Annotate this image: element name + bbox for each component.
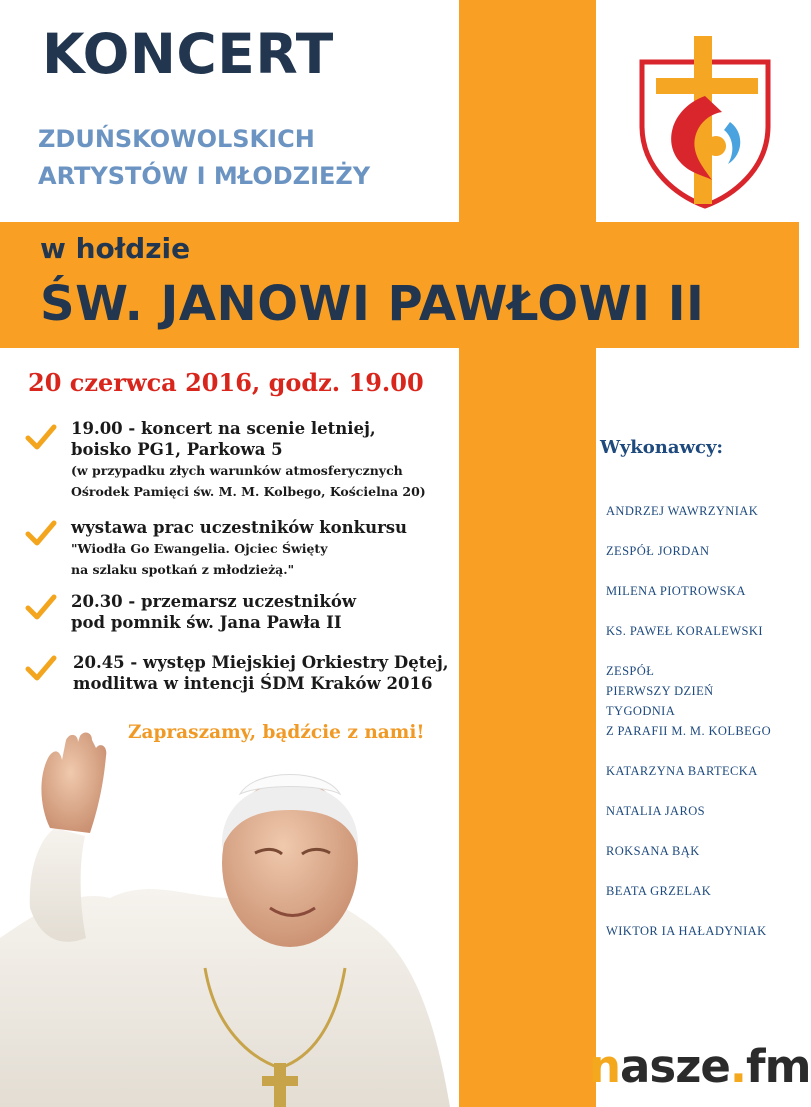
program-line: boisko PG1, Parkowa 5 (71, 440, 283, 459)
program-item (71, 517, 407, 580)
program-note: (w przypadku złych warunków atmosferycznych (71, 463, 403, 478)
invitation-text: Zapraszamy, bądźcie z nami! (128, 722, 425, 743)
program-item (73, 652, 449, 694)
subtitle-line-2: ARTYSTÓW I MŁODZIEŻY (38, 162, 371, 190)
logo-dot: . (729, 1040, 747, 1093)
wyd-logo-icon (632, 30, 778, 208)
program-line: 19.00 - koncert na scenie letniej, (71, 419, 376, 438)
checkmark-icon (26, 592, 56, 622)
performer-item: KATARZYNA BARTECKA (606, 764, 758, 778)
performer-item (606, 661, 771, 741)
checkmark-icon (26, 422, 56, 452)
program-note: "Wiodła Go Ewangelia. Ojciec Święty (71, 541, 328, 556)
program-item (71, 591, 356, 633)
performer-item: MILENA PIOTROWSKA (606, 584, 746, 598)
tribute-line-2: ŚW. JANOWI PAWŁOWI II (40, 276, 705, 332)
program-line: 20.30 - przemarsz uczestników (71, 592, 357, 611)
tribute-line-1: w hołdzie (40, 232, 191, 265)
performer-line: TYGODNIA (606, 704, 676, 718)
performer-item: KS. PAWEŁ KORALEWSKI (606, 624, 763, 638)
cross-vertical-bar (459, 0, 596, 1107)
program-line: wystawa prac uczestników konkursu (71, 518, 408, 537)
program-note: Ośrodek Pamięci św. M. M. Kolbego, Kościelna 20) (71, 484, 426, 499)
program-line: pod pomnik św. Jana Pawła II (71, 613, 342, 632)
logo-prefix: n (589, 1040, 621, 1093)
performer-item: ROKSANA BĄK (606, 844, 700, 858)
performers-title: Wykonawcy: (600, 437, 724, 458)
logo-text: asze (620, 1040, 730, 1093)
performer-item: ANDRZEJ WAWRZYNIAK (606, 504, 759, 518)
performer-item: ZESPÓŁ JORDAN (606, 544, 710, 558)
performer-line: PIERWSZY DZIEŃ (606, 684, 714, 698)
performer-item: WIKTOR IA HAŁADYNIAK (606, 924, 767, 938)
pope-photo (0, 728, 460, 1107)
program-line: 20.45 - występ Miejskiej Orkiestry Dętej, (73, 653, 449, 672)
performer-item: NATALIA JAROS (606, 804, 705, 818)
checkmark-icon (26, 518, 56, 548)
performer-line: Z PARAFII M. M. KOLBEGO (606, 724, 772, 738)
event-date: 20 czerwca 2016, godz. 19.00 (28, 368, 424, 397)
program-note: na szlaku spotkań z młodzieżą." (71, 562, 295, 577)
nasze-fm-logo (589, 1040, 811, 1093)
program-line: modlitwa w intencji ŚDM Kraków 2016 (73, 674, 433, 693)
performer-item: BEATA GRZELAK (606, 884, 712, 898)
subtitle-line-1: ZDUŃSKOWOLSKICH (38, 125, 315, 153)
program-item (71, 418, 426, 502)
checkmark-icon (26, 653, 56, 683)
logo-suffix: fm (746, 1040, 811, 1093)
performer-line: ZESPÓŁ (606, 664, 655, 678)
page-title: KONCERT (42, 22, 334, 86)
